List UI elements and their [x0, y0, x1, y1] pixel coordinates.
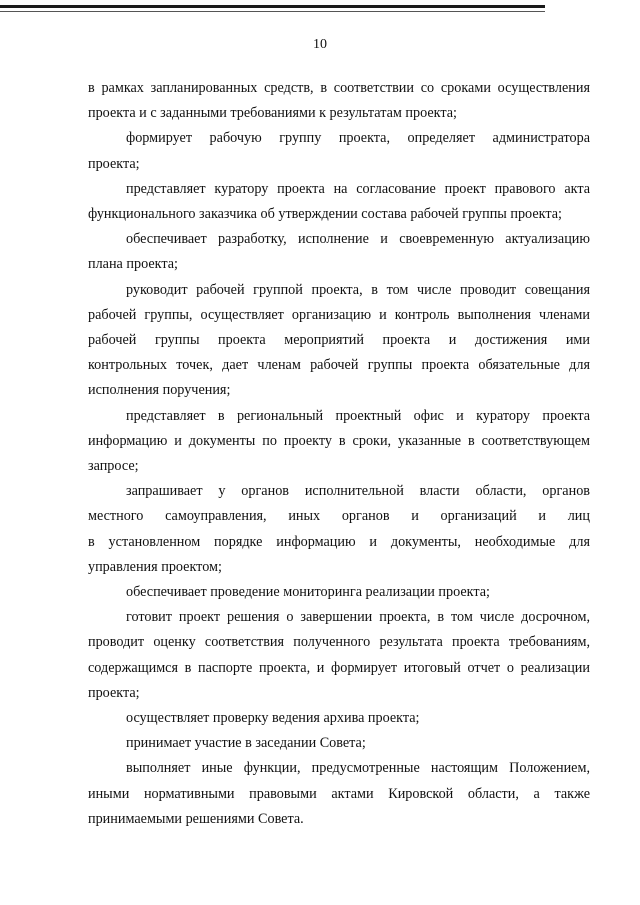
paragraph-line: готовит проект решения о завершении проекта, в том числе досрочном, [126, 609, 590, 626]
paragraph-line: представляет куратору проекта на согласование проект правового акта [126, 180, 590, 197]
paragraph [88, 227, 590, 277]
paragraph [88, 126, 590, 176]
paragraph-line: выполняет иные функции, предусмотренные настоящим Положением, [126, 760, 590, 777]
paragraph [88, 756, 590, 832]
paragraph-line: функционального заказчика об утверждении состава рабочей группы проекта; [88, 206, 562, 223]
paragraph [88, 731, 590, 756]
paragraph-line: информацию и документы по проекту в сроки, указанные в соответствующем [88, 432, 590, 449]
paragraph-line: в установленном порядке информацию и документы, необходимые для [88, 533, 590, 550]
paragraph-line: управления проектом; [88, 558, 222, 575]
paragraph-line: рабочей группы проекта мероприятий проекта и достижения ими [88, 332, 590, 349]
paragraph-line: исполнения поручения; [88, 382, 231, 399]
paragraph-line: обеспечивает разработку, исполнение и своевременную актуализацию [126, 231, 590, 248]
paragraph-line: плана проекта; [88, 256, 178, 273]
paragraph [88, 605, 590, 706]
paragraph-line: запросе; [88, 458, 139, 475]
page-number: 10 [313, 37, 327, 52]
paragraph-line: контрольных точек, дает членам рабочей группы проекта обязательные для [88, 357, 590, 374]
paragraph-line: формирует рабочую группу проекта, определяет администратора [126, 130, 590, 147]
paragraph-line: местного самоуправления, иных органов и организаций и лиц [88, 508, 590, 525]
paragraph-line: рабочей группы, осуществляет организацию и контроль выполнения членами [88, 306, 590, 323]
paragraph-line: руководит рабочей группой проекта, в том числе проводит совещания [126, 281, 590, 298]
paragraph-line: проекта; [88, 684, 140, 701]
paragraph [88, 76, 590, 126]
paragraph-line: содержащимся в паспорте проекта, и формирует итоговый отчет о реализации [88, 659, 590, 676]
paragraph-line: запрашивает у органов исполнительной власти области, органов [126, 483, 590, 500]
paragraph-line: проекта; [88, 155, 140, 172]
paragraph [88, 177, 590, 227]
paragraph-line: проводит оценку соответствия полученного результата проекта требованиям, [88, 634, 590, 651]
paragraph [88, 479, 590, 580]
paragraph-line: иными нормативными правовыми актами Кировской области, а также [88, 785, 590, 802]
document-body [88, 76, 590, 832]
header-rule-thin [0, 11, 545, 12]
paragraph-line: проекта и с заданными требованиями к результатам проекта; [88, 105, 457, 122]
paragraph [88, 580, 590, 605]
paragraph-line: осуществляет проверку ведения архива проекта; [126, 710, 420, 727]
paragraph [88, 706, 590, 731]
paragraph-line: принимает участие в заседании Совета; [126, 735, 366, 752]
header-rule [0, 5, 545, 8]
paragraph-line: обеспечивает проведение мониторинга реализации проекта; [126, 584, 490, 601]
paragraph [88, 278, 590, 404]
paragraph-line: принимаемыми решениями Совета. [88, 810, 304, 827]
paragraph [88, 404, 590, 480]
paragraph-line: в рамках запланированных средств, в соответствии со сроками осуществления [88, 80, 590, 96]
paragraph-line: представляет в региональный проектный офис и куратору проекта [126, 407, 590, 424]
